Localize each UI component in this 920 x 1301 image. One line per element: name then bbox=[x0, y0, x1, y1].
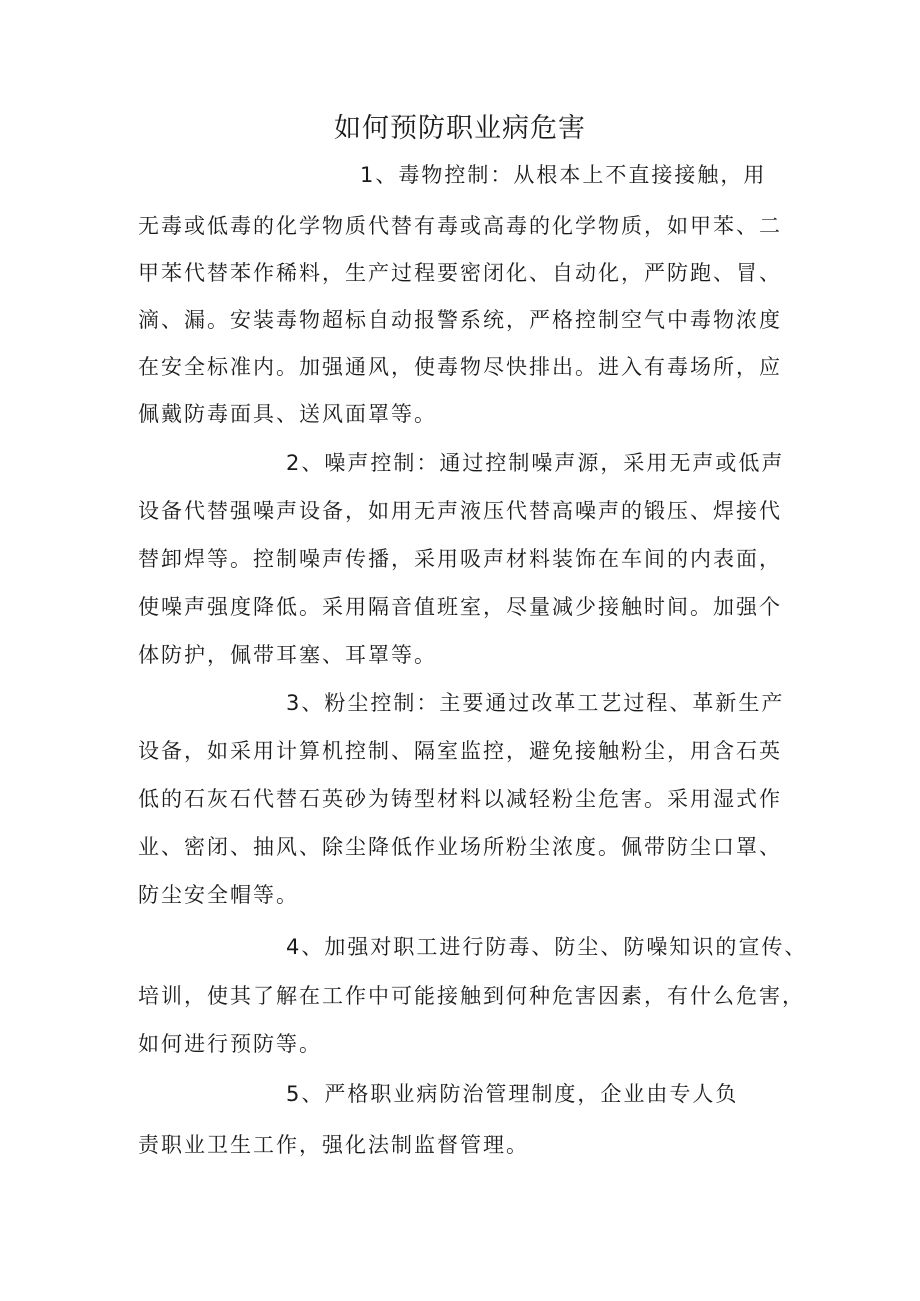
section-1-line-2: 无毒或低毒的化学物质代替有毒或高毒的化学物质，如甲苯、二 bbox=[138, 214, 782, 238]
section-1-line-6: 佩戴防毒面具、送风面罩等。 bbox=[138, 402, 437, 426]
section-1-line-5: 在安全标准内。加强通风，使毒物尽快排出。进入有毒场所，应 bbox=[138, 355, 782, 379]
section-4-line-1: 4、加强对职工进行防毒、防尘、防噪知识的宣传、 bbox=[286, 935, 808, 959]
section-2-line-1: 2、噪声控制：通过控制噪声源，采用无声或低声 bbox=[286, 451, 785, 475]
section-2-line-5: 体防护，佩带耳塞、耳罩等。 bbox=[138, 643, 437, 667]
section-5-line-1: 5、严格职业病防治管理制度，企业由专人负 bbox=[286, 1082, 739, 1106]
section-3-line-4: 业、密闭、抽风、除尘降低作业场所粉尘浓度。佩带防尘口罩、 bbox=[138, 835, 782, 859]
document-title: 如何预防职业病危害 bbox=[334, 113, 586, 144]
section-5-line-2: 责职业卫生工作，强化法制监督管理。 bbox=[138, 1133, 529, 1157]
section-3-line-2: 设备，如采用计算机控制、隔室监控，避免接触粉尘，用含石英 bbox=[138, 739, 782, 763]
section-3-line-5: 防尘安全帽等。 bbox=[138, 883, 299, 907]
section-1-line-4: 滴、漏。安装毒物超标自动报警系统，严格控制空气中毒物浓度 bbox=[138, 308, 782, 332]
section-1-line-3: 甲苯代替苯作稀料，生产过程要密闭化、自动化，严防跑、冒、 bbox=[138, 261, 782, 285]
section-2-line-4: 使噪声强度降低。采用隔音值班室，尽量减少接触时间。加强个 bbox=[138, 595, 782, 619]
section-3-line-1: 3、粉尘控制：主要通过改革工艺过程、革新生产 bbox=[286, 691, 785, 715]
section-2-line-3: 替卸焊等。控制噪声传播，采用吸声材料装饰在车间的内表面， bbox=[138, 547, 782, 571]
section-2-line-2: 设备代替强噪声设备，如用无声液压代替高噪声的锻压、焊接代 bbox=[138, 499, 782, 523]
section-4-line-2: 培训，使其了解在工作中可能接触到何种危害因素，有什么危害， bbox=[138, 984, 805, 1008]
section-4-line-3: 如何进行预防等。 bbox=[138, 1032, 322, 1056]
section-1-line-1: 1、毒物控制：从根本上不直接接触，用 bbox=[360, 163, 767, 187]
section-3-line-3: 低的石灰石代替石英砂为铸型材料以减轻粉尘危害。采用湿式作 bbox=[138, 787, 782, 811]
